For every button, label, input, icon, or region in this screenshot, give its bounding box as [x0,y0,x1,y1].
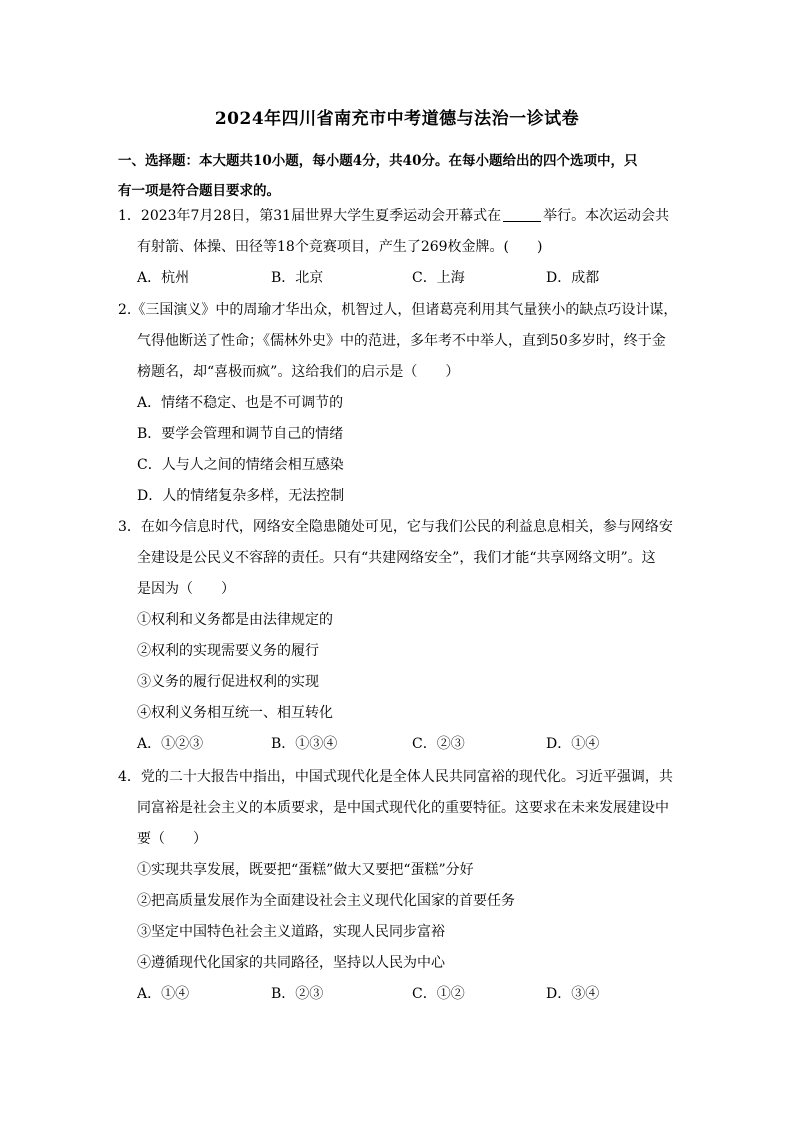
answer-blank [503,207,541,222]
statement-2: ②权利的实现需要义务的履行 [137,643,319,659]
section-heading-line-2: 有一项是符合题目要求的。 [118,183,280,199]
question-3-stem-line-2: 全建设是公民义不容辞的责任。只有“共建网络安全”，我们才能“共享网络文明”。这 [137,550,656,566]
question-1 [118,201,678,294]
statement-2: ②把高质量发展作为全面建设社会主义现代化国家的首要任务 [137,893,515,909]
statement-3: ③坚定中国特色社会主义道路，实现人民同步富裕 [137,924,445,940]
question-1-options [118,263,678,294]
question-2-stem-line-1: 2.《三国演义》中的周瑜才华出众，机智过人，但诸葛亮利用其气量狭小的缺点巧设计谋， [118,302,678,318]
question-3-stem-line-1: 3．在如今信息时代，网络安全隐患随处可见，它与我们公民的利益息息相关，参与网络安 [118,519,673,535]
option-b: B．①③④ [271,736,338,752]
option-d: D．成都 [546,270,600,286]
option-c: C．上海 [412,270,465,286]
section-heading-line-1: 一、选择题：本大题共10小题，每小题4分，共40分。在每小题给出的四个选项中，只 [118,153,638,169]
question-4-stem-line-3: 要（ ） [137,831,207,847]
question-3 [118,512,678,760]
question-4-stem-line-2: 同富裕是社会主义的本质要求，是中国式现代化的重要特征。这要求在未来发展建设中 [137,800,669,816]
statement-1: ①权利和义务都是由法律规定的 [137,612,333,628]
statement-3: ③义务的履行促进权利的实现 [137,674,319,690]
option-d: D．①④ [546,736,600,752]
question-4-options [118,979,678,1010]
question-4 [118,762,678,1010]
option-a: A．情绪不稳定、也是不可调节的 [137,395,344,411]
option-a: A．①②③ [137,736,204,752]
question-4-stem-line-1: 4．党的二十大报告中指出，中国式现代化是全体人民共同富裕的现代化。习近平强调，共 [118,769,673,785]
option-a: A．①④ [137,986,190,1002]
option-b: B．②③ [271,986,324,1002]
question-2-stem-line-2: 气得他断送了性命；《儒林外史》中的范进，多年考不中举人，直到50多岁时，终于金 [137,333,666,349]
option-c: C．①② [412,986,465,1002]
option-c: C．人与人之间的情绪会相互感染 [137,457,344,473]
exam-title: 2024年四川省南充市中考道德与法治一诊试卷 [214,109,580,129]
option-a: A．杭州 [137,270,190,286]
option-c: C．②③ [412,736,465,752]
statement-4: ④遵循现代化国家的共同路径，坚持以人民为中心 [137,955,445,971]
statement-4: ④权利义务相互统一、相互转化 [137,705,333,721]
question-3-options [118,729,678,760]
question-2 [118,295,678,512]
option-d: D．人的情绪复杂多样，无法控制 [137,488,345,504]
question-1-stem-line-1: 1．2023年7月28日，第31届世界大学生夏季运动会开幕式在 举行。本次运动会共 [118,208,670,224]
option-d: D．③④ [546,986,600,1002]
statement-1: ①实现共享发展，既要把“蛋糕”做大又要把“蛋糕”分好 [137,862,474,878]
question-1-stem-line-2: 有射箭、体操、田径等18个竞赛项目，产生了269枚金牌。( ) [137,239,543,255]
section-heading [118,146,678,206]
question-2-stem-line-3: 榜题名，却“喜极而疯”。这给我们的启示是（ ） [137,364,460,380]
option-b: B．北京 [271,270,324,286]
option-b: B．要学会管理和调节自己的情绪 [137,426,344,442]
question-3-stem-line-3: 是因为（ ） [137,581,235,597]
